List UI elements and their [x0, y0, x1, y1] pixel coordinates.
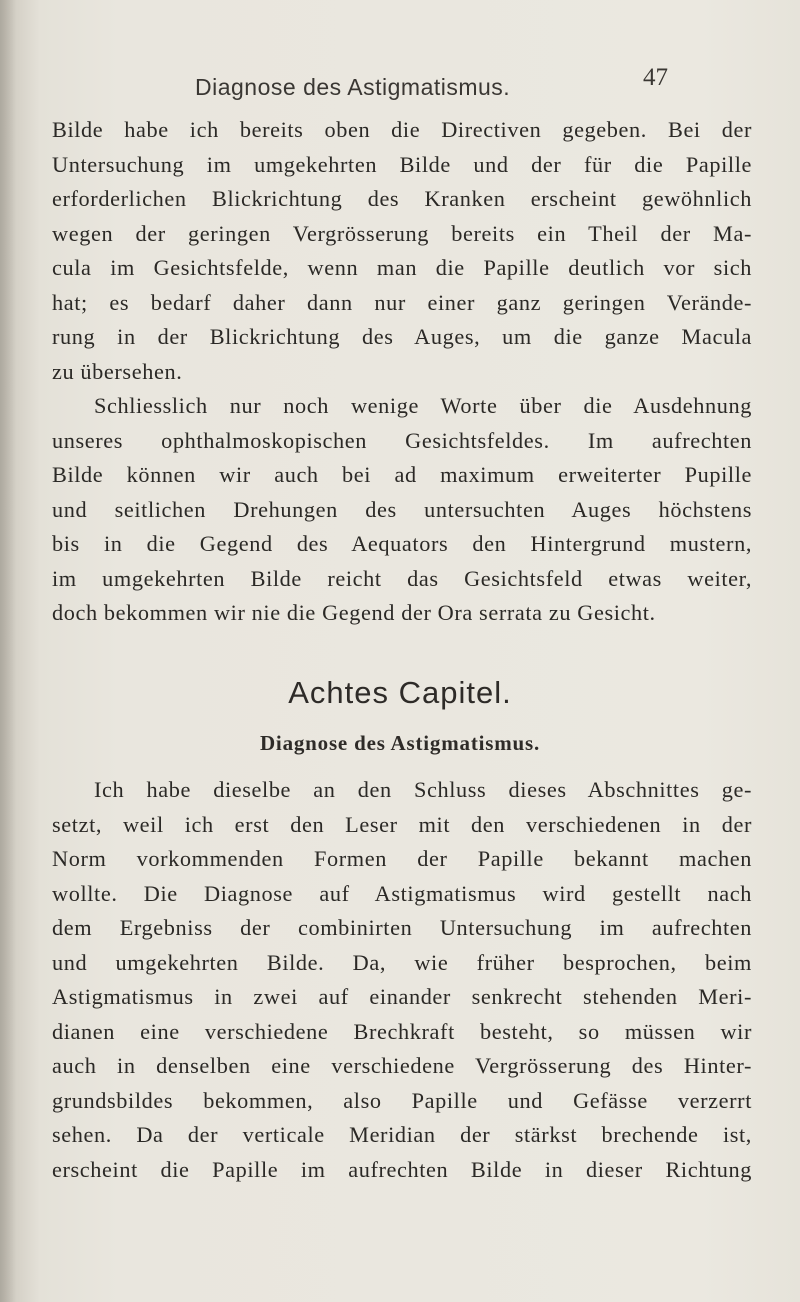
page-number: 47	[643, 64, 668, 91]
text-line: und seitlichen Drehungen des untersuchten Auges höchstens	[52, 496, 752, 522]
text-line: und umgekehrten Bilde. Da, wie früher besprochen, beim	[52, 949, 752, 975]
text-line: im umgekehrten Bilde reicht das Gesichtsfeld etwas weiter,	[52, 565, 752, 591]
text-line: Untersuchung im umgekehrten Bilde und der für die Papille	[52, 151, 752, 177]
text-line: cula im Gesichtsfelde, wenn man die Papille deutlich vor sich	[52, 255, 752, 280]
paragraph-continuation	[52, 113, 752, 389]
running-head: Diagnose des Astigmatismus.	[195, 74, 511, 100]
text-line: zu übersehen.	[52, 358, 183, 384]
paragraph-gesichtsfeld	[52, 389, 752, 631]
text-line: erscheint die Papille im aufrechten Bilde in dieser Richtung	[52, 1156, 752, 1182]
text-line: bis in die Gegend des Aequators den Hintergrund mustern,	[52, 531, 752, 556]
text-line: setzt, weil ich erst den Leser mit den verschiedenen in der	[52, 811, 752, 837]
text-line: dianen eine verschiedene Brechkraft besteht, so müssen wir	[52, 1018, 752, 1044]
text-line: wegen der geringen Vergrösserung bereits ein Theil der Ma-	[52, 220, 752, 246]
text-line: dem Ergebniss der combinirten Untersuchung im aufrechten	[52, 915, 752, 940]
text-line: sehen. Da der verticale Meridian der stärkst brechende ist,	[52, 1122, 752, 1147]
section-title: Diagnose des Astigmatismus.	[259, 731, 541, 755]
text-line: Norm vorkommenden Formen der Papille bekannt machen	[52, 846, 752, 871]
text-line: wollte. Die Diagnose auf Astigmatismus wird gestellt nach	[52, 880, 752, 906]
text-line: auch in denselben eine verschiedene Vergrösserung des Hinter-	[52, 1053, 752, 1078]
text-line: rung in der Blickrichtung des Auges, um die ganze Macula	[52, 324, 752, 349]
text-line: Bilde habe ich bereits oben die Directiven gegeben. Bei der	[52, 117, 752, 142]
text-line: Bilde können wir auch bei ad maximum erweiterter Pupille	[52, 462, 752, 487]
text-line: Ich habe dieselbe an den Schluss dieses Abschnittes ge-	[94, 777, 752, 802]
binding-shadow	[0, 0, 16, 1302]
text-line: unseres ophthalmoskopischen Gesichtsfeldes. Im aufrechten	[52, 427, 752, 453]
chapter-title: Achtes Capitel.	[288, 675, 512, 710]
text-line: Schliesslich nur noch wenige Worte über die Ausdehnung	[94, 393, 752, 418]
text-line: hat; es bedarf daher dann nur einer ganz geringen Verände-	[52, 289, 752, 315]
text-line: grundsbildes bekommen, also Papille und Gefässe verzerrt	[52, 1087, 752, 1113]
text-line: Astigmatismus in zwei auf einander senkrecht stehenden Meri-	[52, 984, 752, 1009]
paragraph-astigmatismus	[52, 773, 752, 1187]
text-line: doch bekommen wir nie die Gegend der Ora serrata zu Gesicht.	[52, 600, 656, 625]
text-line: erforderlichen Blickrichtung des Kranken erscheint gewöhnlich	[52, 186, 752, 211]
